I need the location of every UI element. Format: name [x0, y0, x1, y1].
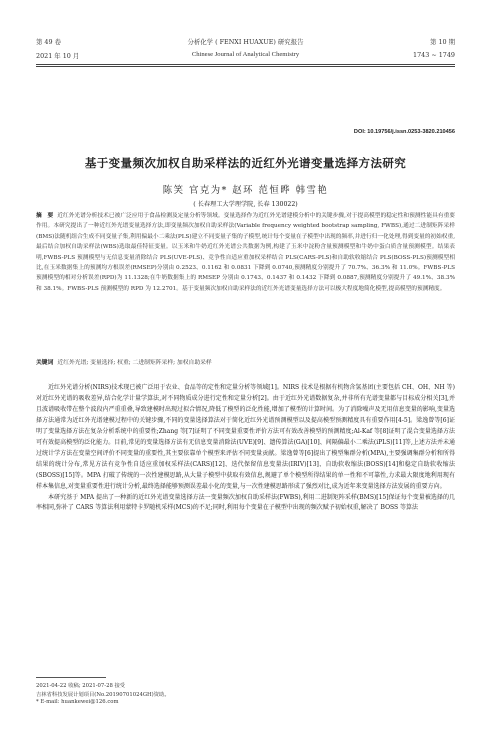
page-range: 1743 ~ 1749: [413, 51, 455, 59]
journal-name-en: Chinese Journal of Analytical Chemistry: [191, 51, 300, 58]
header-rule-2: [36, 66, 455, 67]
abstract-text: 近红外光谱分析技术已被广泛应用于食品检测及定量分析等领域。变量选择作为近红外光谱建模分析中的关键步骤,对于提高模型的稳定性和预测性能具有重要作用。本研究提出了一种近红外光谱变量选择方法,即变量频次加权自助采样法(Variable frequency weighted bootstrap sampling, FWBS),通过二进制矩阵采样(BMS)法随机组合生成不同变量子集,利用偏最小二乘法(PLS)建立不同变量子集的子模型,统计每个变量在子模型中出现的频率,并进行归一化处理,得到变量的初始权重,最后结合加权自助采样法(WBS)选取最佳特征变量。以玉米和牛奶近红外光谱公共数据为例,构建了玉米中淀粉含量预测模型和牛奶中蛋白质含量预测模型。结果表明,FWBS-PLS 预测模型与无信息变量消除结合 PLS(UVE-PLS)、竞争性自适应重加权采样结合 PLS(CARS-PLS)和自助软收缩结合 PLS(BOSS-PLS)预测模型相比,在玉米数据集上的预测均方根误差(RMSEP)分别由 0.2523、0.1162 和 0.0831 下降到 0.0740,预测精度分别提升了 70.7%、36.3% 和 11.0%。FWBS-PLS 预测模型的相对分析误差(RPD)为 11.1328;在牛奶数据集上的 RMSEP 分别由 0.1743、0.1437 和 0.1432 下降到 0.0887,预测精度分别提升了 49.1%、38.3% 和 38.1%。FWBS-PLS 预测模型的 RPD 为 12.2701。基于变量频次加权自助采样法的近红外光谱变量选择方法可以极大程度地简化模型,提高模型的预测精度。: [36, 213, 455, 292]
doi[interactable]: DOI: 10.19756/j.issn.0253-3820.210456: [353, 129, 455, 135]
body-paragraph: 近红外光谱分析(NIRS)技术现已被广泛用于农业、食品等的定性和定量分析等领域[1]。NIRS 技术是根据有机物含氢基团(主要包括 CH、OH、NH 等)对近红外光谱的吸收差异,结合化学计量学算法,对不同物质成分进行定性和定量分析[2]。由于近红外光谱数据复杂,并非所有光谱变量都与目标成分相关[3],并且波谱吸收带在整个波段内严重重叠,导致建模时出现过拟合情况,降低了模型的泛化性能,增加了模型的计算时间。为了消除噪声及无用信息变量的影响,变量选择方法通常为近红外光谱建模过程中的关键步骤,不同的变量选择算法对于简化近红外光谱预测模型以及提高模型预测精度具有重要作用[4-5]。梁逸曾等[6]证明了变量选择方法在复杂分析系统中的重要性;Zhang 等[7]证明了不同变量重要性评价方法可有效改善模型的预测精度;Al-Kaf 等[8]证明了混合变量选择方法可有效提高模型的泛化能力。目前,常见的变量选择方法有无信息变量消除法(UVE)[9]、遗传算法(GA)[10]、间隔偏最小二乘法(iPLS)[11]等,上述方法并未通过统计学方法在变量空间评价不同变量的重要性,其主要依靠单个模型来评估不同变量贡献。梁逸曾等[6]提出了模型集群分析(MPA),主要强调集群分析和所得结果的统计分布,常见方法有竞争性自适应重加权采样法(CARS)[12]、迭代保留信息变量法(IRIV)[13]、自助软收缩法(BOSS)[14]和稳定自助软收缩法(SBOSS)[15]等。MPA 打破了传统的一次性建模思路,从大量子模型中获取有效信息,规避了单个模型所得结果的单一性和不可靠性,力求最大限度地利用现有样本集信息,对变量重要性进行统计分析,最终选择能够预测误差最小化的变量,与一次性建模思路形成了强烈对比,成为近年来变量选择方法发展的重要方向。: [36, 384, 455, 490]
authors: 陈笑 官克为* 赵环 范恒晔 韩雪艳: [162, 185, 329, 196]
header-rule: [36, 64, 455, 65]
keywords-label: 关键词: [36, 360, 54, 366]
keywords-text: 近红外光谱; 变量选择; 权重; 二进制矩阵采样; 加权自助采样: [57, 360, 212, 366]
abstract-label: 摘 要: [36, 213, 54, 219]
journal-name-cn: 分析化学 ( FENXI HUAXUE) 研究报告: [187, 38, 304, 46]
footnote-funding: 吉林省科技发展计划项目(No.20190701024GH)资助。: [36, 692, 170, 698]
article-title: 基于变量频次加权自助采样法的近红外光谱变量选择方法研究: [84, 156, 407, 170]
footnote-received: 2021-04-22 收稿; 2021-07-28 接受: [36, 683, 126, 689]
volume: 第 49 卷: [36, 38, 61, 46]
footnote-rule: [36, 677, 106, 678]
affiliation: ( 长春理工大学理学院, 长春 130022): [193, 201, 298, 208]
issue: 第 10 期: [430, 38, 455, 46]
pub-date: 2021 年 10 月: [36, 52, 80, 60]
article-body: [36, 383, 455, 514]
abstract: [36, 211, 455, 294]
footnote-email[interactable]: * E-mail: huankewei@126.com: [36, 699, 119, 705]
body-paragraph: 本研究基于 MPA 提出了一种新的近红外光谱变量选择方法一变量频次加权自助采样法(FWBS),利用二进制矩阵采样(BMS)[15]保证每个变量被选择的几率相同,弥补了 CARS 等算法利用蒙特卡罗随机采样(MCS)的不足;同时,利用每个变量在子模型中出现的频次赋予初始权重,解决了 BOSS 等算法: [36, 493, 455, 512]
keywords: [36, 357, 455, 366]
